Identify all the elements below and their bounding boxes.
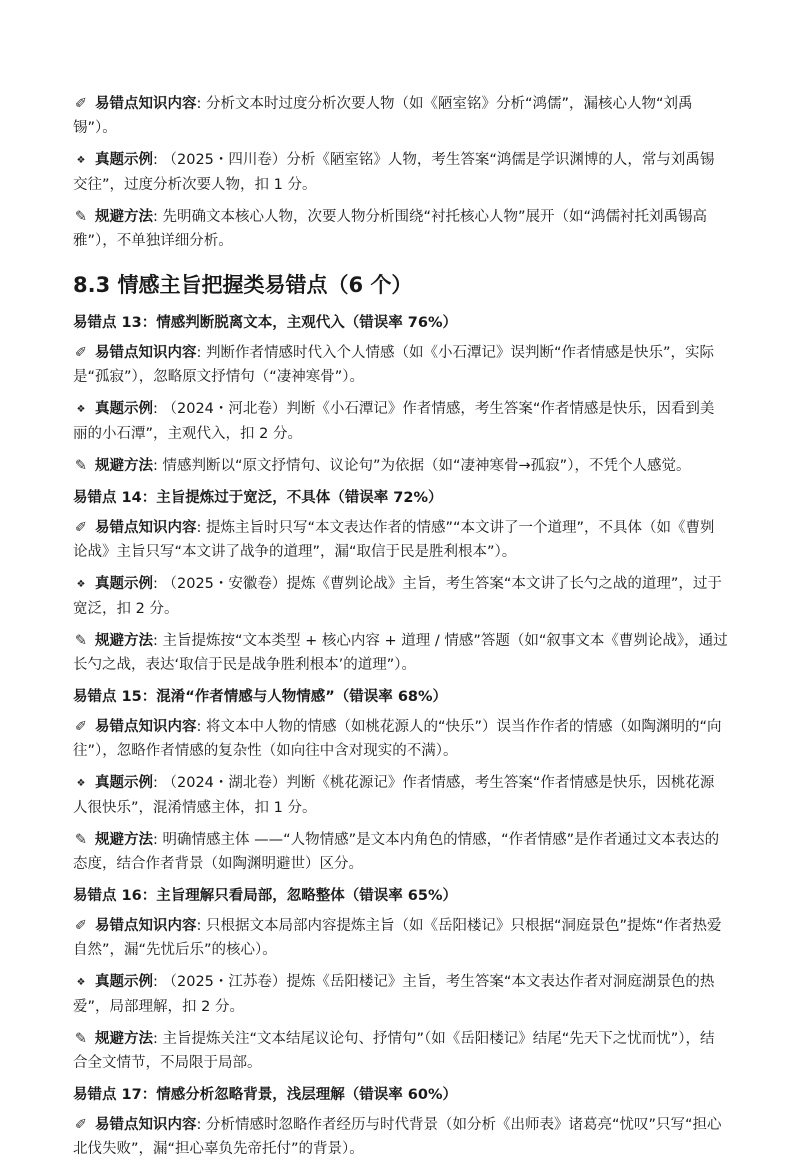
pencil-icon: ✐ — [74, 719, 88, 735]
example-paragraph — [73, 572, 728, 621]
diamond-bullet-icon: ❖ — [76, 404, 86, 415]
item-title: 易错点 17：情感分析忽略背景，浅层理解（错误率 60%） — [73, 1087, 457, 1103]
item-title: 易错点 16：主旨理解只看局部，忽略整体（错误率 65%） — [73, 888, 457, 904]
avoid-label: 规避方法 — [95, 458, 153, 474]
knowledge-label: 易错点知识内容 — [95, 719, 197, 735]
avoid-paragraph — [73, 828, 728, 876]
knowledge-label: 易错点知识内容 — [95, 520, 197, 536]
avoid-text: : 主旨提炼关注“文本结尾议论句、抒情句”（如《岳阳楼记》结尾“先天下之忧而忧”），结合全文情节，不局限于局部。 — [73, 1031, 715, 1071]
section-heading: 8.3 情感主旨把握类易错点（6 个） — [73, 273, 413, 297]
example-text: : （2025・安徽卷）提炼《曹刿论战》主旨，考生答案“本文讲了长勺之战的道理”，过于宽泛，扣 2 分。 — [73, 576, 722, 617]
avoid-paragraph — [73, 205, 728, 253]
knowledge-label: 易错点知识内容 — [95, 345, 197, 361]
example-text: : （2024・河北卷）判断《小石潭记》作者情感，考生答案“作者情感是快乐，因看到美丽的小石潭”，主观代入，扣 2 分。 — [73, 401, 715, 442]
example-label: 真题示例 — [95, 974, 153, 990]
example-text: : （2025・江苏卷）提炼《岳阳楼记》主旨，考生答案“本文表达作者对洞庭湖景色的热爱”，局部理解，扣 2 分。 — [73, 974, 715, 1015]
pencil-icon: ✐ — [74, 520, 88, 536]
example-label: 真题示例 — [95, 152, 153, 168]
pencil-icon: ✐ — [74, 345, 88, 361]
example-paragraph — [73, 397, 728, 446]
diamond-bullet-icon: ❖ — [76, 579, 86, 590]
avoid-text: : 主旨提炼按“文本类型 + 核心内容 + 道理 / 情感”答题（如“叙事文本《曹刿论战》，通过长勺之战，表达‘取信于民是战争胜利根本’的道理”）。 — [73, 633, 728, 673]
knowledge-label: 易错点知识内容 — [95, 918, 197, 934]
example-paragraph — [73, 970, 728, 1019]
example-text: : （2024・湖北卷）判断《桃花源记》作者情感，考生答案“作者情感是快乐，因桃花源人很快乐”，混淆情感主体，扣 1 分。 — [73, 775, 715, 816]
avoid-label: 规避方法 — [95, 1031, 153, 1047]
example-text: : （2025・四川卷）分析《陋室铭》人物，考生答案“鸿儒是学识渊博的人，常与刘禹锡交往”，过度分析次要人物，扣 1 分。 — [73, 152, 715, 193]
pencil-edit-icon: ✎ — [74, 458, 88, 474]
avoid-label: 规避方法 — [95, 633, 153, 649]
knowledge-paragraph — [73, 92, 728, 140]
knowledge-text: : 判断作者情感时代入个人情感（如《小石潭记》误判断“作者情感是快乐”，实际是“孤寂”），忽略原文抒情句（“凄神寒骨”）。 — [73, 345, 715, 385]
avoid-text: : 明确情感主体 ——“人物情感”是文本内角色的情感，“作者情感”是作者通过文本表达的态度，结合作者背景（如陶渊明避世）区分。 — [73, 832, 720, 872]
pencil-icon: ✐ — [74, 1117, 88, 1133]
example-paragraph — [73, 148, 728, 197]
pencil-icon: ✐ — [74, 96, 88, 112]
avoid-label: 规避方法 — [95, 832, 153, 848]
knowledge-paragraph — [73, 715, 728, 763]
knowledge-label: 易错点知识内容 — [95, 96, 197, 112]
example-label: 真题示例 — [95, 576, 153, 592]
example-label: 真题示例 — [95, 775, 153, 791]
pencil-edit-icon: ✎ — [74, 1031, 88, 1047]
pencil-edit-icon: ✎ — [74, 209, 88, 225]
knowledge-text: : 提炼主旨时只写“本文表达作者的情感”“本文讲了一个道理”，不具体（如《曹刿论战》主旨只写“本文讲了战争的道理”，漏“取信于民是胜利根本”）。 — [73, 520, 715, 560]
example-paragraph — [73, 771, 728, 820]
avoid-text: : 情感判断以“原文抒情句、议论句”为依据（如“凄神寒骨→孤寂”），不凭个人感觉。 — [153, 458, 691, 474]
knowledge-text: : 将文本中人物的情感（如桃花源人的“快乐”）误当作作者的情感（如陶渊明的“向往”），忽略作者情感的复杂性（如向往中含对现实的不满）。 — [73, 719, 722, 759]
avoid-text: : 先明确文本核心人物，次要人物分析围绕“衬托核心人物”展开（如“鸿儒衬托刘禹锡高雅”），不单独详细分析。 — [73, 209, 708, 249]
avoid-paragraph — [73, 1027, 728, 1075]
knowledge-text: : 分析情感时忽略作者经历与时代背景（如分析《出师表》诸葛亮“忧叹”只写“担心北伐失败”，漏“担心辜负先帝托付”的背景）。 — [73, 1117, 722, 1157]
knowledge-paragraph — [73, 1113, 728, 1161]
pencil-icon: ✐ — [74, 918, 88, 934]
avoid-paragraph — [73, 454, 728, 478]
knowledge-text: : 分析文本时过度分析次要人物（如《陋室铭》分析“鸿儒”，漏核心人物“刘禹锡”）。 — [73, 96, 693, 136]
item-title: 易错点 13：情感判断脱离文本，主观代入（错误率 76%） — [73, 315, 457, 331]
item-title: 易错点 14：主旨提炼过于宽泛，不具体（错误率 72%） — [73, 490, 443, 506]
knowledge-label: 易错点知识内容 — [95, 1117, 197, 1133]
diamond-bullet-icon: ❖ — [76, 155, 86, 166]
diamond-bullet-icon: ❖ — [76, 778, 86, 789]
knowledge-paragraph — [73, 516, 728, 564]
example-label: 真题示例 — [95, 401, 153, 417]
diamond-bullet-icon: ❖ — [76, 977, 86, 988]
avoid-label: 规避方法 — [95, 209, 153, 225]
pencil-edit-icon: ✎ — [74, 832, 88, 848]
pencil-edit-icon: ✎ — [74, 633, 88, 649]
knowledge-text: : 只根据文本局部内容提炼主旨（如《岳阳楼记》只根据“洞庭景色”提炼“作者热爱自然”，漏“先忧后乐”的核心）。 — [73, 918, 722, 958]
item-title: 易错点 15：混淆“作者情感与人物情感”（错误率 68%） — [73, 689, 448, 705]
avoid-paragraph — [73, 629, 728, 677]
knowledge-paragraph — [73, 341, 728, 389]
knowledge-paragraph — [73, 914, 728, 962]
